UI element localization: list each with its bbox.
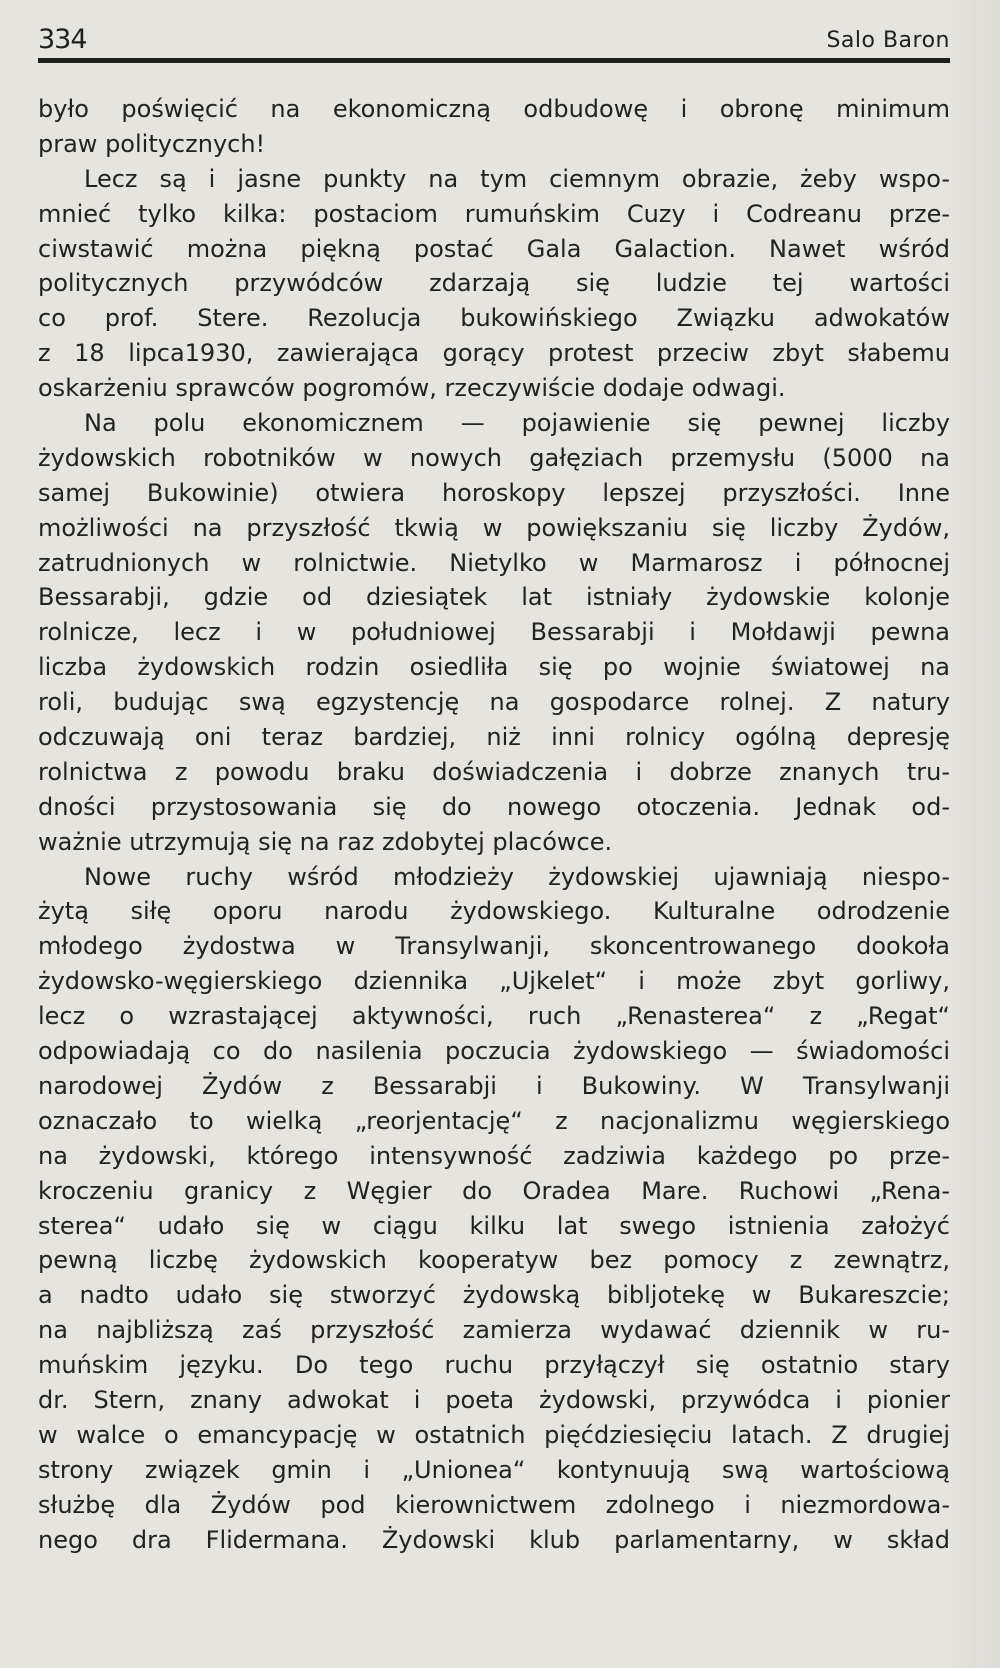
- text-line: żydowskich robotników w nowych gałęziach przemysłu (5000 na: [38, 443, 950, 472]
- text-line: praw politycznych!: [38, 129, 266, 158]
- text-line: na najbliższą zaś przyszłość zamierza wydawać dziennik w ru-: [38, 1316, 950, 1345]
- text-line: ważnie utrzymują się na raz zdobytej placówce.: [38, 827, 613, 856]
- text-line: żydowsko-węgierskiego dziennika „Ujkelet“ i może zbyt gorliwy,: [38, 967, 950, 996]
- text-line: nego dra Flidermana. Żydowski klub parlamentarny, w skład: [38, 1525, 950, 1554]
- text-line: roli, budując swą egzystencję na gospodarce rolnej. Z natury: [38, 688, 950, 717]
- text-line: było poświęcić na ekonomiczną odbudowę i obronę minimum: [38, 95, 950, 123]
- text-line: Lecz są i jasne punkty na tym ciemnym obrazie, żeby wspo-: [84, 164, 950, 193]
- text-line: oznaczało to wielką „reorjentację“ z nacjonalizmu węgierskiego: [38, 1106, 950, 1135]
- text-line: rolnicze, lecz i w południowej Bessarabji i Mołdawji pewna: [38, 618, 950, 647]
- text-line: politycznych przywódców zdarzają się ludzie tej wartości: [38, 269, 950, 298]
- text-line: możliwości na przyszłość tkwią w powiększaniu się liczby Żydów,: [38, 513, 950, 542]
- text-line: muńskim języku. Do tego ruchu przyłączył się ostatnio stary: [38, 1351, 950, 1380]
- header-rule: [38, 58, 950, 63]
- text-line: dności przystosowania się do nowego otoczenia. Jednak od-: [38, 792, 950, 821]
- text-line: dr. Stern, znany adwokat i poeta żydowski, przywódca i pionier: [38, 1385, 950, 1414]
- text-line: lecz o wzrastającej aktywności, ruch „Renasterea“ z „Regat“: [38, 1002, 950, 1031]
- text-line: pewną liczbę żydowskich kooperatyw bez pomocy z zewnątrz,: [38, 1246, 950, 1275]
- text-line: w walce o emancypację w ostatnich pięćdziesięciu latach. Z drugiej: [38, 1420, 950, 1449]
- text-line: Bessarabji, gdzie od dziesiątek lat istniały żydowskie kolonje: [38, 583, 950, 612]
- text-line: Nowe ruchy wśród młodzieży żydowskiej ujawniają niespo-: [84, 862, 950, 891]
- text-line: sterea“ udało się w ciągu kilku lat swego istnienia założyć: [38, 1211, 950, 1240]
- running-head: [38, 22, 950, 62]
- page-edge-shadow: [945, 0, 1000, 1668]
- text-line: narodowej Żydów z Bessarabji i Bukowiny. W Transylwanji: [38, 1071, 950, 1100]
- text-line: samej Bukowinie) otwiera horoskopy lepszej przyszłości. Inne: [38, 478, 950, 507]
- text-line: a nadto udało się stworzyć żydowską bibljotekę w Bukareszcie;: [38, 1281, 950, 1310]
- text-line: Na polu ekonomicznem — pojawienie się pewnej liczby: [84, 409, 950, 438]
- text-line: oskarżeniu sprawców pogromów, rzeczywiście dodaje odwagi.: [38, 374, 786, 403]
- text-line: na żydowski, którego intensywność zadziwia każdego po prze-: [38, 1141, 950, 1170]
- text-line: mnieć tylko kilka: postaciom rumuńskim Cuzy i Codreanu prze-: [38, 199, 950, 228]
- text-line: ciwstawić można piękną postać Gala Galaction. Nawet wśród: [38, 234, 950, 263]
- page-number: 334: [38, 24, 87, 55]
- text-line: strony związek gmin i „Unionea“ kontynuują swą wartościową: [38, 1455, 950, 1484]
- text-line: co prof. Stere. Rezolucja bukowińskiego Związku adwokatów: [38, 304, 950, 333]
- text-line: z 18 lipca1930, zawierająca gorący protest przeciw zbyt słabemu: [38, 339, 950, 368]
- text-line: młodego żydostwa w Transylwanji, skoncentrowanego dookoła: [38, 932, 950, 961]
- text-line: odpowiadają co do nasilenia poczucia żydowskiego — świadomości: [38, 1037, 950, 1066]
- text-line: kroczeniu granicy z Węgier do Oradea Mare. Ruchowi „Rena-: [38, 1176, 950, 1205]
- text-line: zatrudnionych w rolnictwie. Nietylko w Marmarosz i północnej: [38, 548, 950, 577]
- body-text: [38, 92, 950, 1557]
- text-line: służbę dla Żydów pod kierownictwem zdolnego i niezmordowa-: [38, 1490, 950, 1519]
- text-line: żytą siłę oporu narodu żydowskiego. Kulturalne odrodzenie: [38, 897, 950, 926]
- text-line: odczuwają oni teraz bardziej, niż inni rolnicy ogólną depresję: [38, 723, 950, 752]
- text-line: liczba żydowskich rodzin osiedliła się po wojnie światowej na: [38, 653, 950, 682]
- text-line: rolnictwa z powodu braku doświadczenia i dobrze znanych tru-: [38, 757, 950, 786]
- running-head-author: Salo Baron: [826, 28, 950, 53]
